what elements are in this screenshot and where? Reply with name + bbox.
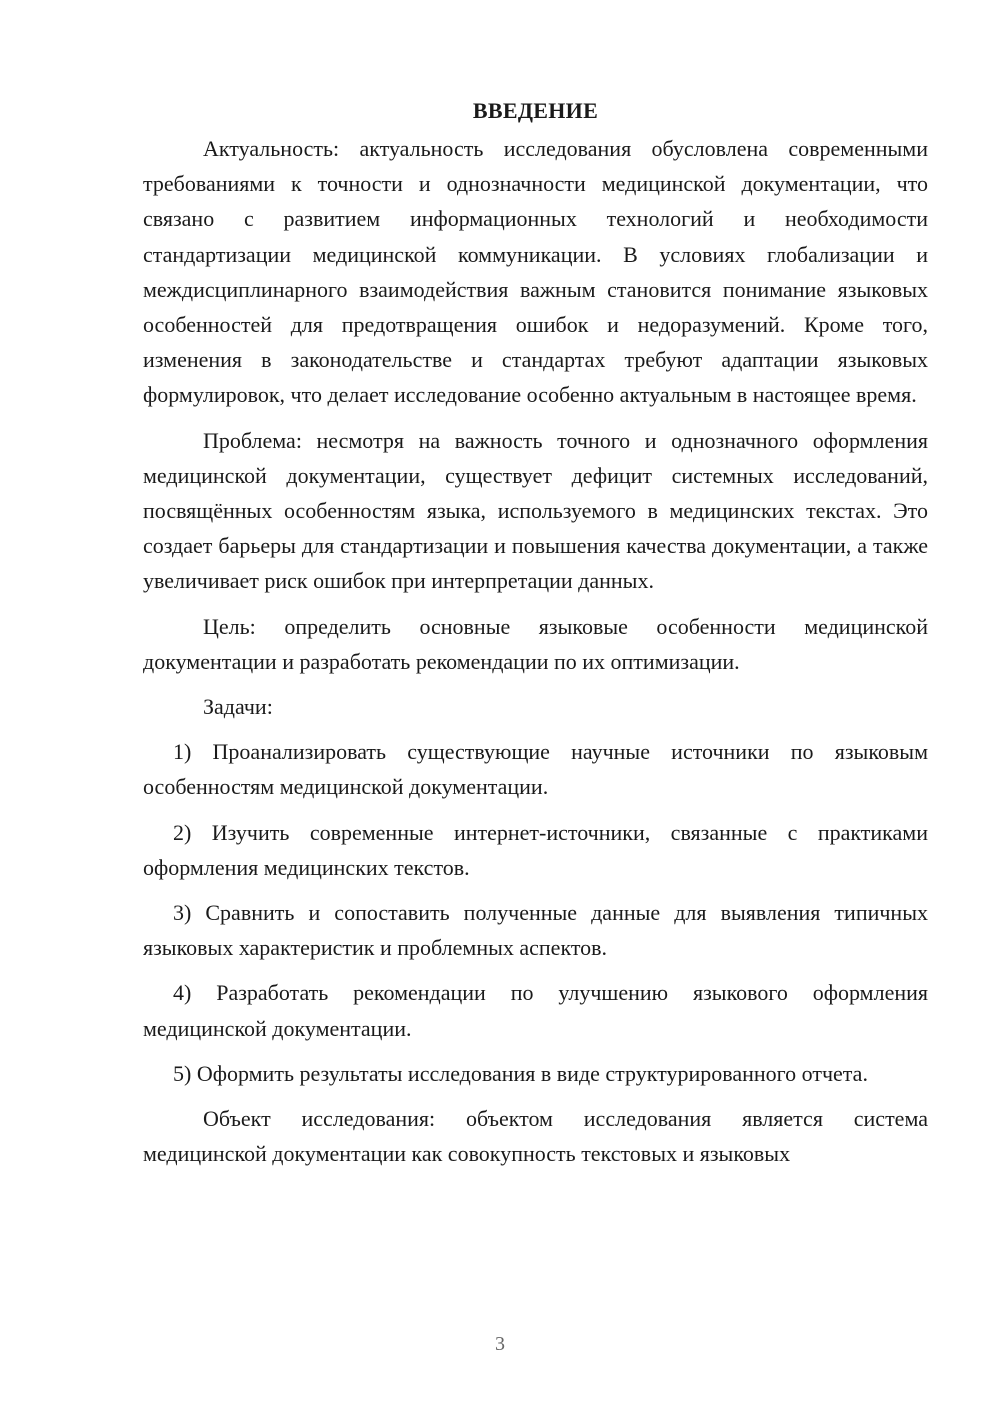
task-item-5: 5) Оформить результаты исследования в виде структурированного отчета. [173, 1060, 868, 1086]
task-item-1: 1) Проанализировать существующие научные источники по языковым особенностям медицинской документации. [143, 739, 928, 800]
task-item-4: 4) Разработать рекомендации по улучшению языкового оформления медицинской документации. [143, 980, 928, 1041]
page-number: 3 [495, 1333, 505, 1355]
page-title: ВВЕДЕНИЕ [472, 98, 599, 123]
task-item-2: 2) Изучить современные интернет-источники, связанные с практиками оформления медицинских текстов. [143, 819, 928, 880]
paragraph-problem: Проблема: несмотря на важность точного и однозначного оформления медицинской документации, существует дефицит системных исследований, посвящённых особенностям языка, используемого в медицинских текстах. Это создает барьеры для стандартизации и повышения качества документации, а также увеличивает риск ошибок при интерпретации данных. [143, 427, 928, 594]
tasks-heading: Задачи: [203, 694, 273, 720]
paragraph-goal: Цель: определить основные языковые особенности медицинской документации и разработать рекомендации по их оптимизации. [143, 613, 928, 674]
paragraph-object: Объект исследования: объектом исследования является система медицинской документации как совокупность текстовых и языковых [143, 1106, 928, 1167]
task-item-3: 3) Сравнить и сопоставить полученные данные для выявления типичных языковых характеристик и проблемных аспектов. [143, 900, 928, 961]
page-content [143, 95, 928, 1171]
paragraph-relevance: Актуальность: актуальность исследования обусловлена современными требованиями к точности и однозначности медицинской документации, что связано с развитием информационных технологий и необходимости стандартизации медицинской коммуникации. В условиях глобализации и междисциплинарного взаимодействия важным становится понимание языковых особенностей для предотвращения ошибок и недоразумений. Кроме того, изменения в законодательстве и стандартах требуют адаптации языковых формулировок, что делает исследование особенно актуальным в настоящее время. [143, 136, 928, 408]
